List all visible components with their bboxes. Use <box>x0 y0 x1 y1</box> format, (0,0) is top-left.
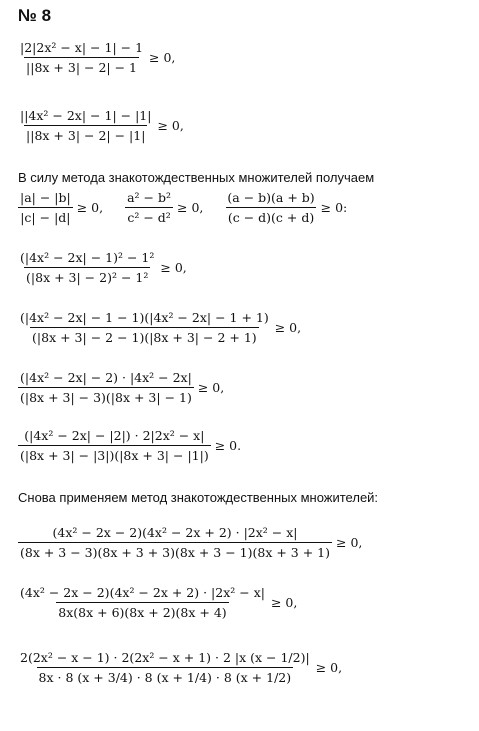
numerator: ||4x² − 2x| − 1| − |1| <box>20 108 152 123</box>
relation: ≥ 0, <box>177 200 204 215</box>
relation: ≥ 0, <box>315 660 343 675</box>
relation: ≥ 0, <box>274 320 302 335</box>
denominator: (c − d)(c + d) <box>226 207 316 225</box>
denominator: ||8x + 3| − 2| − |1| <box>24 125 147 143</box>
relation: ≥ 0, <box>149 50 176 65</box>
relation: ≥ 0, <box>270 595 298 610</box>
relation: ≥ 0, <box>197 380 225 395</box>
relation: ≥ 0: <box>320 200 348 215</box>
numerator: (4x² − 2x − 2)(4x² − 2x + 2) · |2x² − x| <box>52 525 298 540</box>
numerator: (|4x² − 2x| − 1)² − 1² <box>20 250 155 265</box>
formula-1 <box>18 40 175 75</box>
relation: ≥ 0, <box>76 200 104 215</box>
denominator: 8x · 8 (x + 3/4) · 8 (x + 1/4) · 8 (x + 1/2) <box>37 667 294 685</box>
numerator: (4x² − 2x − 2)(4x² − 2x + 2) · |2x² − x| <box>20 585 265 600</box>
denominator: (|8x + 3| − 2)² − 1² <box>24 267 150 285</box>
numerator: (a − b)(a + b) <box>227 190 315 205</box>
formula-6 <box>18 428 241 463</box>
denominator: (|8x + 3| − 3)(|8x + 3| − 1) <box>18 387 194 405</box>
numerator: (|4x² − 2x| − 2) · |4x² − 2x| <box>20 370 192 385</box>
numerator: 2(2x² − x − 1) · 2(2x² − x + 1) · 2 |x (x − 1/2)| <box>20 650 310 665</box>
denominator: c² − d² <box>125 207 172 225</box>
relation: ≥ 0. <box>214 438 242 453</box>
formula-7 <box>18 525 362 560</box>
denominator: ||8x + 3| − 2| − 1 <box>24 57 139 75</box>
rule-formulas <box>18 190 347 225</box>
numerator: |a| − |b| <box>20 190 71 205</box>
numerator: (|4x² − 2x| − 1 − 1)(|4x² − 2x| − 1 + 1) <box>20 310 269 325</box>
relation: ≥ 0, <box>336 535 363 550</box>
numerator: |2|2x² − x| − 1| − 1 <box>20 40 144 55</box>
formula-5 <box>18 370 224 405</box>
formula-2 <box>18 108 184 143</box>
relation: ≥ 0, <box>157 118 184 133</box>
denominator: (|8x + 3| − |3|)(|8x + 3| − |1|) <box>18 445 211 463</box>
formula-4 <box>18 310 301 345</box>
formula-8 <box>18 585 297 620</box>
formula-9 <box>18 650 342 685</box>
formula-3 <box>18 250 187 285</box>
paragraph-method-again: Снова применяем метод знакотождественных множителей: <box>18 490 379 505</box>
paragraph-method: В силу метода знакотождественных множителей получаем <box>18 170 375 185</box>
denominator: 8x(8x + 6)(8x + 2)(8x + 4) <box>56 602 228 620</box>
denominator: (|8x + 3| − 2 − 1)(|8x + 3| − 2 + 1) <box>30 327 259 345</box>
problem-number: № 8 <box>18 6 52 25</box>
relation: ≥ 0, <box>160 260 187 275</box>
denominator: |c| − |d| <box>18 207 72 225</box>
denominator: (8x + 3 − 3)(8x + 3 + 3)(8x + 3 − 1)(8x + 3 + 1) <box>18 542 332 560</box>
numerator: a² − b² <box>127 190 172 205</box>
numerator: (|4x² − 2x| − |2|) · 2|2x² − x| <box>24 428 205 443</box>
